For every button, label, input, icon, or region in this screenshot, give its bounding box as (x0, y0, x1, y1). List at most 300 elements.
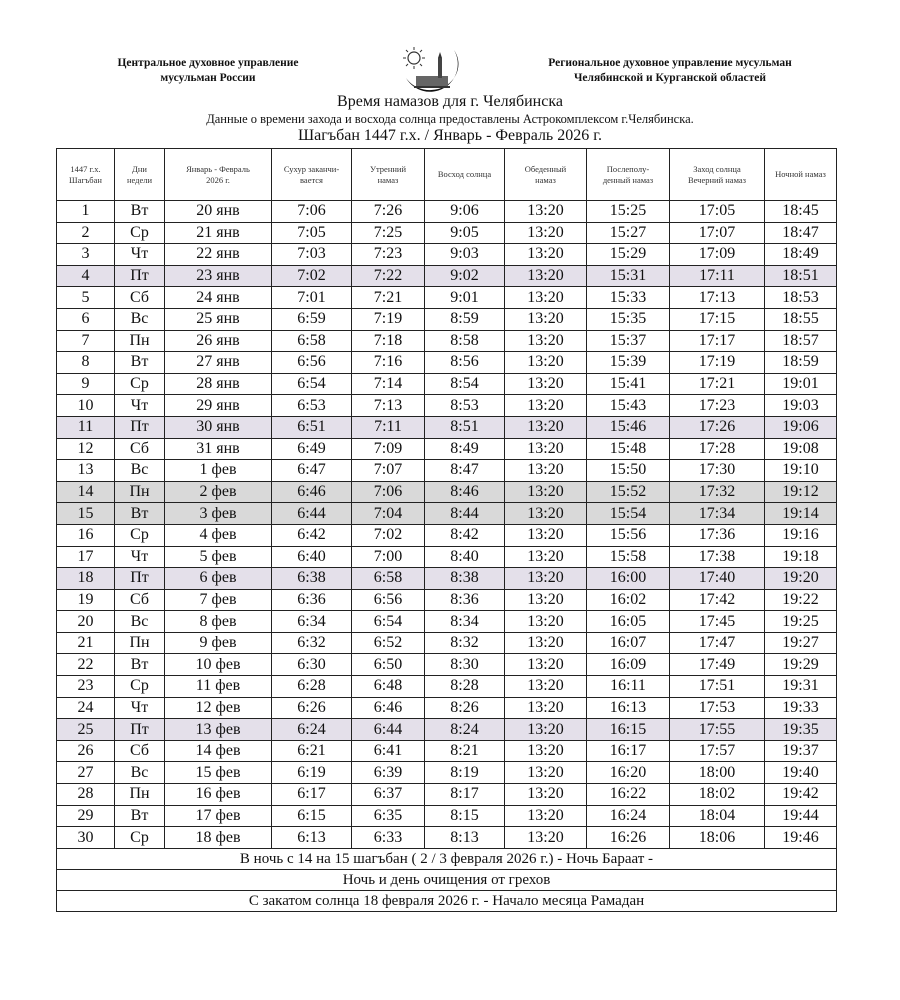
col-suhur-end-cell: 6:59 (272, 308, 352, 330)
table-row (57, 719, 837, 741)
col-suhur-end-cell: 6:51 (272, 416, 352, 438)
col-weekday-cell: Вс (115, 762, 165, 784)
col-gregorian-date-cell: 3 фев (165, 503, 272, 525)
col-hijri-day-cell: 24 (57, 697, 115, 719)
col-weekday-cell: Пн (115, 481, 165, 503)
table-row (57, 676, 837, 698)
col-maghrib-cell: 18:04 (670, 805, 765, 827)
col-fajr-cell: 6:37 (352, 784, 425, 806)
table-header-row (57, 149, 837, 201)
table-row (57, 373, 837, 395)
col-dhuhr-cell: 13:20 (505, 503, 587, 525)
col-weekday-cell: Вс (115, 611, 165, 633)
col-dhuhr-cell: 13:20 (505, 481, 587, 503)
col-weekday-header (115, 149, 165, 201)
col-maghrib-cell: 17:09 (670, 244, 765, 266)
col-suhur-end-cell: 6:24 (272, 719, 352, 741)
col-asr-cell: 15:31 (587, 265, 670, 287)
col-fajr-cell: 6:39 (352, 762, 425, 784)
col-hijri-day-cell: 14 (57, 481, 115, 503)
col-gregorian-date-cell: 29 янв (165, 395, 272, 417)
col-dhuhr-cell: 13:20 (505, 697, 587, 719)
col-weekday-cell: Пт (115, 416, 165, 438)
col-hijri-day-cell: 10 (57, 395, 115, 417)
table-row (57, 352, 837, 374)
col-hijri-day-cell: 23 (57, 676, 115, 698)
col-suhur-end-cell: 6:40 (272, 546, 352, 568)
col-weekday-cell: Сб (115, 287, 165, 309)
col-suhur-end-cell: 6:34 (272, 611, 352, 633)
col-maghrib-cell: 17:40 (670, 568, 765, 590)
col-gregorian-date-cell: 16 фев (165, 784, 272, 806)
col-hijri-day-cell: 30 (57, 827, 115, 849)
header-text: Восход солнца (437, 169, 492, 179)
table-row (57, 632, 837, 654)
col-fajr-cell: 6:48 (352, 676, 425, 698)
col-maghrib-cell: 17:17 (670, 330, 765, 352)
col-maghrib-cell: 17:36 (670, 524, 765, 546)
col-gregorian-date-cell: 25 янв (165, 308, 272, 330)
table-row (57, 503, 837, 525)
col-dhuhr-header (505, 149, 587, 201)
col-suhur-end-cell: 6:47 (272, 460, 352, 482)
col-hijri-day-cell: 3 (57, 244, 115, 266)
col-weekday-cell: Пн (115, 784, 165, 806)
col-sunrise-cell: 8:53 (425, 395, 505, 417)
header-text: Январь - Февраль (186, 163, 250, 174)
col-isha-cell: 19:27 (765, 632, 837, 654)
col-suhur-end-cell: 6:13 (272, 827, 352, 849)
mosque-crescent-logo-icon (396, 44, 476, 100)
header-text: недели (126, 174, 153, 185)
col-maghrib-cell: 18:00 (670, 762, 765, 784)
col-weekday-cell: Чт (115, 546, 165, 568)
col-sunrise-cell: 8:30 (425, 654, 505, 676)
col-dhuhr-cell: 13:20 (505, 568, 587, 590)
header-text: намаз (535, 174, 556, 185)
col-fajr-cell: 6:54 (352, 611, 425, 633)
col-maghrib-cell: 17:45 (670, 611, 765, 633)
col-sunrise-cell: 8:15 (425, 805, 505, 827)
col-suhur-end-cell: 6:49 (272, 438, 352, 460)
col-dhuhr-cell: 13:20 (505, 719, 587, 741)
col-fajr-cell: 7:00 (352, 546, 425, 568)
col-fajr-cell: 7:04 (352, 503, 425, 525)
col-sunrise-cell: 8:47 (425, 460, 505, 482)
col-gregorian-date-cell: 5 фев (165, 546, 272, 568)
col-sunrise-cell: 8:19 (425, 762, 505, 784)
col-weekday-cell: Вт (115, 654, 165, 676)
table-row (57, 568, 837, 590)
col-dhuhr-cell: 13:20 (505, 524, 587, 546)
col-gregorian-date-cell: 26 янв (165, 330, 272, 352)
col-fajr-cell: 7:19 (352, 308, 425, 330)
col-dhuhr-cell: 13:20 (505, 373, 587, 395)
col-asr-cell: 15:33 (587, 287, 670, 309)
col-isha-cell: 18:53 (765, 287, 837, 309)
col-fajr-cell: 7:23 (352, 244, 425, 266)
col-fajr-cell: 7:02 (352, 524, 425, 546)
col-asr-cell: 15:27 (587, 222, 670, 244)
col-isha-cell: 18:47 (765, 222, 837, 244)
col-hijri-day-cell: 20 (57, 611, 115, 633)
col-isha-cell: 19:40 (765, 762, 837, 784)
col-suhur-end-cell: 7:01 (272, 287, 352, 309)
col-gregorian-date-cell: 13 фев (165, 719, 272, 741)
col-gregorian-date-cell: 1 фев (165, 460, 272, 482)
col-asr-cell: 15:43 (587, 395, 670, 417)
col-weekday-cell: Ср (115, 524, 165, 546)
col-weekday-cell: Пн (115, 632, 165, 654)
table-row (57, 784, 837, 806)
header-text: Обеденный (524, 163, 567, 174)
col-sunrise-cell: 9:03 (425, 244, 505, 266)
col-hijri-day-cell: 2 (57, 222, 115, 244)
note-text: С закатом солнца 18 февраля 2026 г. - Начало месяца Рамадан (57, 890, 837, 911)
col-suhur-end-cell: 6:19 (272, 762, 352, 784)
col-isha-cell: 19:08 (765, 438, 837, 460)
col-isha-cell: 19:14 (765, 503, 837, 525)
col-suhur-end-cell: 6:53 (272, 395, 352, 417)
col-hijri-day-cell: 16 (57, 524, 115, 546)
col-asr-cell: 15:56 (587, 524, 670, 546)
col-asr-cell: 15:29 (587, 244, 670, 266)
col-asr-cell: 16:22 (587, 784, 670, 806)
col-hijri-day-cell: 11 (57, 416, 115, 438)
col-suhur-end-cell: 6:26 (272, 697, 352, 719)
col-weekday-cell: Ср (115, 222, 165, 244)
prayer-times-table (56, 148, 837, 912)
col-hijri-day-cell: 8 (57, 352, 115, 374)
col-isha-cell: 18:45 (765, 201, 837, 223)
col-gregorian-date-cell: 31 янв (165, 438, 272, 460)
col-isha-cell: 19:31 (765, 676, 837, 698)
col-asr-cell: 15:39 (587, 352, 670, 374)
col-isha-cell: 19:20 (765, 568, 837, 590)
table-row (57, 416, 837, 438)
col-maghrib-cell: 17:34 (670, 503, 765, 525)
col-weekday-cell: Сб (115, 740, 165, 762)
col-sunrise-cell: 8:28 (425, 676, 505, 698)
table-row (57, 589, 837, 611)
col-gregorian-date-cell: 27 янв (165, 352, 272, 374)
header-text: намаз (377, 174, 399, 185)
col-fajr-cell: 6:50 (352, 654, 425, 676)
col-hijri-day-cell: 7 (57, 330, 115, 352)
col-sunrise-cell: 8:42 (425, 524, 505, 546)
col-sunrise-cell: 8:38 (425, 568, 505, 590)
col-maghrib-cell: 17:28 (670, 438, 765, 460)
col-maghrib-cell: 17:07 (670, 222, 765, 244)
org-right (500, 56, 840, 86)
col-suhur-end-cell: 6:21 (272, 740, 352, 762)
header-text: Вечерний намаз (687, 174, 747, 185)
col-asr-cell: 15:41 (587, 373, 670, 395)
col-dhuhr-cell: 13:20 (505, 395, 587, 417)
col-fajr-header (352, 149, 425, 201)
col-dhuhr-cell: 13:20 (505, 784, 587, 806)
col-gregorian-date-cell: 7 фев (165, 589, 272, 611)
col-asr-cell: 15:54 (587, 503, 670, 525)
col-gregorian-date-cell: 9 фев (165, 632, 272, 654)
col-weekday-cell: Вт (115, 503, 165, 525)
col-dhuhr-cell: 13:20 (505, 762, 587, 784)
col-dhuhr-cell: 13:20 (505, 460, 587, 482)
col-asr-cell: 15:52 (587, 481, 670, 503)
col-suhur-end-cell: 6:56 (272, 352, 352, 374)
note-text: Ночь и день очищения от грехов (57, 869, 837, 890)
col-gregorian-date-cell: 30 янв (165, 416, 272, 438)
col-weekday-cell: Сб (115, 589, 165, 611)
col-isha-cell: 19:44 (765, 805, 837, 827)
col-fajr-cell: 6:56 (352, 589, 425, 611)
col-fajr-cell: 7:13 (352, 395, 425, 417)
col-maghrib-cell: 17:21 (670, 373, 765, 395)
table-row (57, 460, 837, 482)
col-hijri-day-cell: 4 (57, 265, 115, 287)
col-gregorian-date-cell: 23 янв (165, 265, 272, 287)
col-dhuhr-cell: 13:20 (505, 330, 587, 352)
col-suhur-end-cell: 6:44 (272, 503, 352, 525)
col-fajr-cell: 7:18 (352, 330, 425, 352)
col-isha-cell: 19:22 (765, 589, 837, 611)
col-maghrib-cell: 17:57 (670, 740, 765, 762)
org-left (68, 56, 348, 86)
col-weekday-cell: Пт (115, 265, 165, 287)
col-weekday-cell: Ср (115, 373, 165, 395)
col-sunrise-cell: 9:06 (425, 201, 505, 223)
table-row (57, 330, 837, 352)
table-row (57, 201, 837, 223)
col-suhur-end-cell: 6:28 (272, 676, 352, 698)
col-asr-cell: 16:20 (587, 762, 670, 784)
col-isha-cell: 19:10 (765, 460, 837, 482)
col-gregorian-date-cell: 24 янв (165, 287, 272, 309)
col-dhuhr-cell: 13:20 (505, 632, 587, 654)
note-row (57, 869, 837, 890)
col-fajr-cell: 6:44 (352, 719, 425, 741)
col-weekday-cell: Вт (115, 352, 165, 374)
col-maghrib-cell: 18:02 (670, 784, 765, 806)
col-sunrise-header (425, 149, 505, 201)
col-hijri-day-cell: 5 (57, 287, 115, 309)
col-sunrise-cell: 8:46 (425, 481, 505, 503)
col-sunrise-cell: 8:34 (425, 611, 505, 633)
col-dhuhr-cell: 13:20 (505, 201, 587, 223)
table-row (57, 287, 837, 309)
col-dhuhr-cell: 13:20 (505, 287, 587, 309)
col-suhur-end-cell: 6:54 (272, 373, 352, 395)
col-sunrise-cell: 8:13 (425, 827, 505, 849)
col-isha-cell: 18:51 (765, 265, 837, 287)
col-maghrib-cell: 17:42 (670, 589, 765, 611)
col-hijri-day-cell: 15 (57, 503, 115, 525)
col-dhuhr-cell: 13:20 (505, 654, 587, 676)
col-sunrise-cell: 8:58 (425, 330, 505, 352)
table-row (57, 265, 837, 287)
col-suhur-end-cell: 6:32 (272, 632, 352, 654)
col-asr-cell: 15:48 (587, 438, 670, 460)
col-asr-cell: 15:58 (587, 546, 670, 568)
col-asr-cell: 16:26 (587, 827, 670, 849)
col-hijri-day-cell: 6 (57, 308, 115, 330)
col-isha-cell: 19:29 (765, 654, 837, 676)
table-row (57, 546, 837, 568)
col-isha-cell: 19:25 (765, 611, 837, 633)
col-dhuhr-cell: 13:20 (505, 827, 587, 849)
col-fajr-cell: 7:11 (352, 416, 425, 438)
col-sunrise-cell: 8:26 (425, 697, 505, 719)
col-weekday-cell: Пт (115, 568, 165, 590)
col-gregorian-date-cell: 8 фев (165, 611, 272, 633)
col-asr-header (587, 149, 670, 201)
col-fajr-cell: 7:16 (352, 352, 425, 374)
col-suhur-end-cell: 6:58 (272, 330, 352, 352)
col-maghrib-cell: 17:32 (670, 481, 765, 503)
col-isha-cell: 18:55 (765, 308, 837, 330)
col-hijri-day-cell: 28 (57, 784, 115, 806)
col-fajr-cell: 7:06 (352, 481, 425, 503)
col-sunrise-cell: 8:44 (425, 503, 505, 525)
col-hijri-day-cell: 22 (57, 654, 115, 676)
col-sunrise-cell: 8:36 (425, 589, 505, 611)
org-left-line-1: Центральное духовное управление (117, 57, 299, 69)
col-asr-cell: 16:24 (587, 805, 670, 827)
col-dhuhr-cell: 13:20 (505, 740, 587, 762)
col-gregorian-date-cell: 20 янв (165, 201, 272, 223)
org-right-line-2: Челябинской и Курганской областей (573, 72, 767, 84)
col-weekday-cell: Вс (115, 460, 165, 482)
col-sunrise-cell: 8:32 (425, 632, 505, 654)
col-asr-cell: 15:25 (587, 201, 670, 223)
col-gregorian-date-cell: 11 фев (165, 676, 272, 698)
col-gregorian-date-cell: 28 янв (165, 373, 272, 395)
col-fajr-cell: 6:46 (352, 697, 425, 719)
col-dhuhr-cell: 13:20 (505, 352, 587, 374)
col-dhuhr-cell: 13:20 (505, 546, 587, 568)
col-maghrib-cell: 17:55 (670, 719, 765, 741)
col-isha-cell: 18:59 (765, 352, 837, 374)
table-row (57, 395, 837, 417)
col-hijri-day-cell: 26 (57, 740, 115, 762)
col-fajr-cell: 7:09 (352, 438, 425, 460)
col-suhur-end-cell: 6:42 (272, 524, 352, 546)
table-row (57, 524, 837, 546)
col-isha-cell: 19:03 (765, 395, 837, 417)
table-row (57, 611, 837, 633)
col-fajr-cell: 7:14 (352, 373, 425, 395)
col-dhuhr-cell: 13:20 (505, 308, 587, 330)
col-asr-cell: 16:05 (587, 611, 670, 633)
col-maghrib-cell: 17:15 (670, 308, 765, 330)
col-sunrise-cell: 8:49 (425, 438, 505, 460)
col-dhuhr-cell: 13:20 (505, 438, 587, 460)
col-asr-cell: 15:37 (587, 330, 670, 352)
col-gregorian-date-cell: 22 янв (165, 244, 272, 266)
col-gregorian-date-cell: 14 фев (165, 740, 272, 762)
col-suhur-end-cell: 7:03 (272, 244, 352, 266)
table-row (57, 805, 837, 827)
col-isha-cell: 19:18 (765, 546, 837, 568)
col-dhuhr-cell: 13:20 (505, 222, 587, 244)
header-text: денный намаз (602, 174, 654, 185)
header-text: Утренний (369, 163, 407, 174)
col-asr-cell: 16:17 (587, 740, 670, 762)
table-row (57, 654, 837, 676)
header-text: Заход солнца (693, 163, 741, 174)
col-sunrise-cell: 8:59 (425, 308, 505, 330)
col-isha-cell: 19:16 (765, 524, 837, 546)
col-sunrise-cell: 8:24 (425, 719, 505, 741)
org-right-line-1: Региональное духовное управление мусульман (548, 57, 792, 69)
col-suhur-end-cell: 6:38 (272, 568, 352, 590)
col-maghrib-cell: 17:30 (670, 460, 765, 482)
col-asr-cell: 16:15 (587, 719, 670, 741)
col-maghrib-cell: 17:13 (670, 287, 765, 309)
col-isha-cell: 19:06 (765, 416, 837, 438)
col-hijri-day-cell: 9 (57, 373, 115, 395)
col-maghrib-cell: 17:51 (670, 676, 765, 698)
col-maghrib-cell: 17:11 (670, 265, 765, 287)
col-fajr-cell: 6:33 (352, 827, 425, 849)
col-dhuhr-cell: 13:20 (505, 676, 587, 698)
col-hijri-day-cell: 25 (57, 719, 115, 741)
col-fajr-cell: 7:07 (352, 460, 425, 482)
col-maghrib-cell: 17:19 (670, 352, 765, 374)
col-weekday-cell: Пн (115, 330, 165, 352)
col-gregorian-date-cell: 12 фев (165, 697, 272, 719)
col-asr-cell: 15:35 (587, 308, 670, 330)
col-weekday-cell: Вс (115, 308, 165, 330)
note-row (57, 890, 837, 911)
col-sunrise-cell: 8:56 (425, 352, 505, 374)
col-gregorian-date-cell: 21 янв (165, 222, 272, 244)
col-weekday-cell: Чт (115, 697, 165, 719)
col-hijri-day-cell: 18 (57, 568, 115, 590)
col-gregorian-date-cell: 4 фев (165, 524, 272, 546)
col-isha-cell: 18:49 (765, 244, 837, 266)
table-row (57, 697, 837, 719)
col-hijri-day-cell: 12 (57, 438, 115, 460)
col-gregorian-date-cell: 6 фев (165, 568, 272, 590)
col-suhur-end-header (272, 149, 352, 201)
col-maghrib-cell: 17:38 (670, 546, 765, 568)
col-suhur-end-cell: 7:06 (272, 201, 352, 223)
col-weekday-cell: Чт (115, 244, 165, 266)
col-maghrib-cell: 17:23 (670, 395, 765, 417)
table-row (57, 308, 837, 330)
col-hijri-day-cell: 19 (57, 589, 115, 611)
col-asr-cell: 16:09 (587, 654, 670, 676)
col-weekday-cell: Вт (115, 805, 165, 827)
header-text: Дни (132, 163, 147, 174)
col-maghrib-cell: 17:53 (670, 697, 765, 719)
col-fajr-cell: 6:41 (352, 740, 425, 762)
col-weekday-cell: Вт (115, 201, 165, 223)
col-isha-cell: 19:37 (765, 740, 837, 762)
col-hijri-day-cell: 27 (57, 762, 115, 784)
col-maghrib-cell: 17:49 (670, 654, 765, 676)
header-text: Шагъбан (69, 174, 102, 185)
table-row (57, 827, 837, 849)
col-isha-cell: 18:57 (765, 330, 837, 352)
col-asr-cell: 16:13 (587, 697, 670, 719)
col-gregorian-date-cell: 10 фев (165, 654, 272, 676)
col-asr-cell: 16:07 (587, 632, 670, 654)
col-isha-cell: 19:46 (765, 827, 837, 849)
header-text: Сухур заканчи- (283, 163, 340, 174)
col-asr-cell: 15:46 (587, 416, 670, 438)
